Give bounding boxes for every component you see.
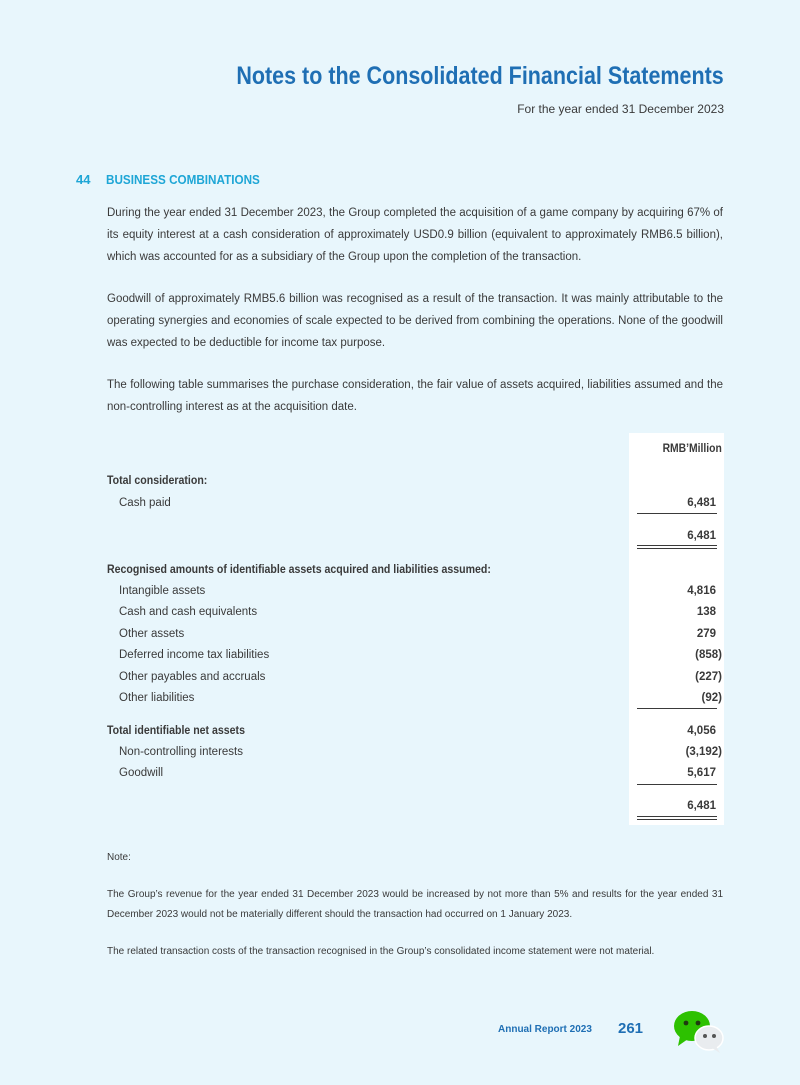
table-row bbox=[107, 742, 722, 762]
paragraph-goodwill: Goodwill of approximately RMB5.6 billion was recognised as a result of the transaction. It was mainly attributable to the operating synergies and economies of scale expected to be derived from combining the operations. None of the goodwill was expected to be deductible for income tax purpose. bbox=[107, 293, 723, 349]
row-label: Other payables and accruals bbox=[119, 671, 266, 683]
row-label: Other liabilities bbox=[119, 692, 195, 704]
page-number: 261 bbox=[618, 1020, 644, 1037]
footer-report-name: Annual Report 2023 bbox=[498, 1024, 592, 1035]
table-row bbox=[107, 602, 716, 622]
note-label: Note: bbox=[107, 852, 131, 863]
row-label: Cash paid bbox=[119, 497, 171, 509]
table-row bbox=[107, 763, 716, 783]
note-text: The related transaction costs of the transaction recognised in the Group’s consolidated income statement were not material. bbox=[107, 946, 655, 957]
note-text: The Group’s revenue for the year ended 31 December 2023 would be increased by not more than 5% and results for the year ended 31 December 2023 would not be materially different should the transaction had occurred on 1 January 2023. bbox=[107, 889, 723, 920]
subtotal-rule bbox=[637, 513, 717, 514]
table-row bbox=[107, 721, 716, 741]
table-row bbox=[107, 667, 722, 687]
row-amount: (92) bbox=[701, 692, 722, 704]
table-row bbox=[107, 688, 722, 708]
row-amount: (3,192) bbox=[685, 746, 722, 758]
net-assets-label: Total identifiable net assets bbox=[107, 725, 245, 737]
paragraph-acquisition: During the year ended 31 December 2023, the Group completed the acquisition of a game company by acquiring 67% of its equity interest at a cash consideration of approximately USD0.9 billion (equivalent to approximately RMB6.5 billion), which was accounted for as a subsidiary of the Group upon the completion of the transaction. bbox=[107, 207, 723, 263]
row-label: Non-controlling interests bbox=[119, 746, 244, 758]
net-assets-amount: 4,056 bbox=[687, 725, 716, 737]
row-amount: (858) bbox=[695, 649, 722, 661]
row-label: Deferred income tax liabilities bbox=[119, 649, 270, 661]
row-label: Cash and cash equivalents bbox=[119, 606, 258, 618]
table-row bbox=[107, 796, 716, 816]
section-number: 44 bbox=[76, 172, 91, 187]
table-row bbox=[107, 581, 716, 601]
row-amount: (227) bbox=[695, 671, 722, 683]
section-heading bbox=[76, 172, 277, 187]
recognised-amounts-label: Recognised amounts of identifiable assets acquired and liabilities assumed: bbox=[107, 564, 491, 576]
row-label: Goodwill bbox=[119, 767, 164, 779]
row-amount: 279 bbox=[696, 628, 716, 640]
table-row bbox=[107, 560, 716, 580]
total-double-rule bbox=[637, 816, 717, 820]
total-double-rule bbox=[637, 545, 717, 549]
paragraph-table-intro: The following table summarises the purchase consideration, the fair value of assets acquired, liabilities assumed and the non-controlling interest as at the acquisition date. bbox=[107, 379, 723, 413]
row-amount: 6,481 bbox=[687, 497, 716, 509]
total-consideration-label: Total consideration: bbox=[107, 475, 208, 487]
table-row bbox=[107, 624, 716, 644]
table-row bbox=[107, 493, 716, 513]
wechat-logo-icon bbox=[672, 1008, 726, 1054]
row-label: Other assets bbox=[119, 628, 185, 640]
row-amount: 138 bbox=[696, 606, 716, 618]
consideration-total: 6,481 bbox=[687, 530, 716, 542]
section-title: BUSINESS COMBINATIONS bbox=[106, 172, 260, 187]
subtotal-rule bbox=[637, 784, 717, 785]
row-amount: 5,617 bbox=[687, 767, 716, 779]
column-header: RMB’Million bbox=[662, 443, 722, 455]
table-row bbox=[107, 526, 716, 546]
page-title: Notes to the Consolidated Financial Statements bbox=[236, 62, 724, 90]
table-row bbox=[107, 471, 716, 491]
row-amount: 4,816 bbox=[687, 585, 716, 597]
subtotal-rule bbox=[637, 708, 717, 709]
row-label: Intangible assets bbox=[119, 585, 206, 597]
page-subtitle: For the year ended 31 December 2023 bbox=[517, 102, 724, 116]
grand-total: 6,481 bbox=[687, 800, 716, 812]
table-row bbox=[107, 645, 722, 665]
